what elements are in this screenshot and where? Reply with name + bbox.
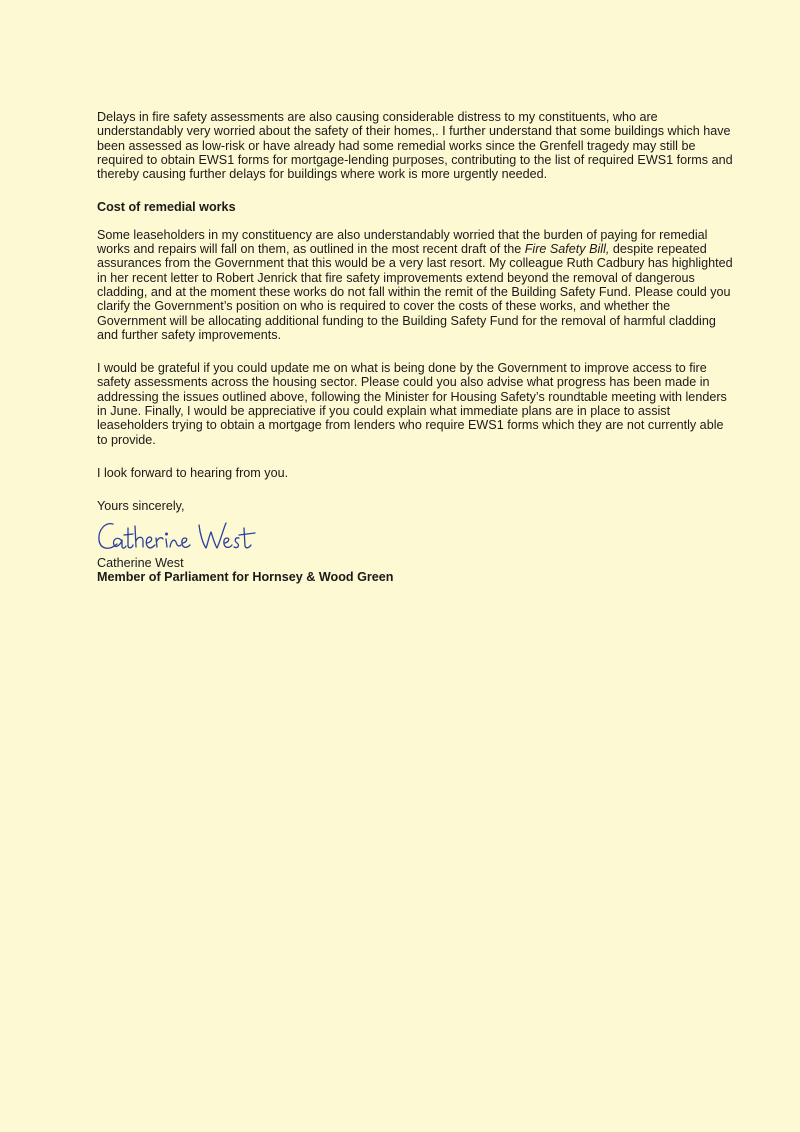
paragraph-remedial-costs [97,228,737,342]
handwritten-signature [95,516,265,556]
letter-body [97,110,737,584]
paragraph-look-forward: I look forward to hearing from you. [97,465,289,480]
section-heading: Cost of remedial works [97,200,236,215]
paragraph-fire-safety-delays: Delays in fire safety assessments are also causing considerable distress to my constituents, who are understandably very worried about the safety of their homes,. I further understand that some buildings which have been assessed as low-risk or have already had some remedial works since the Grenfell tragedy may still be required to obtain EWS1 forms for mortgage-lending purposes, contributing to the list of required EWS1 forms and thereby causing further delays for buildings where work is more urgently needed. [97,110,733,182]
paragraph-remedial-costs-start: Some leaseholders in my constituency are also understandably worried that the burden of paying for remedial works and repairs will fall on them, as outlined in the most recent draft of the [97,227,708,257]
closing-salutation: Yours sincerely, [97,499,185,514]
signatory-title: Member of Parliament for Hornsey & Wood Green [97,569,394,584]
paragraph-remedial-costs-end: despite repeated assurances from the Government that this would be a very last resort. My colleague Ruth Cadbury has highlighted in her recent letter to Robert Jenrick that fire safety improvements extend beyond the removal of dangerous cladding, and at the moment these works do not fall within the remit of the Building Safety Fund. Please could you clarify the Government’s position on who is required to cover the costs of these works, and whether the Government will be allocating additional funding to the Building Safety Fund for the removal of harmful cladding and further safety improvements. [97,242,733,342]
signatory-name: Catherine West [97,555,184,570]
fire-safety-bill-italic: Fire Safety Bill, [524,242,610,257]
paragraph-requests: I would be grateful if you could update me on what is being done by the Government to improve access to fire safety assessments across the housing sector. Please could you also advise what progress has been made in addressing the issues outlined above, following the Minister for Housing Safety’s roundtable meeting with lenders in June. Finally, I would be appreciative if you could explain what immediate plans are in place to assist leaseholders trying to obtain a mortgage from lenders who require EWS1 forms which they are not currently able to provide. [97,361,727,447]
